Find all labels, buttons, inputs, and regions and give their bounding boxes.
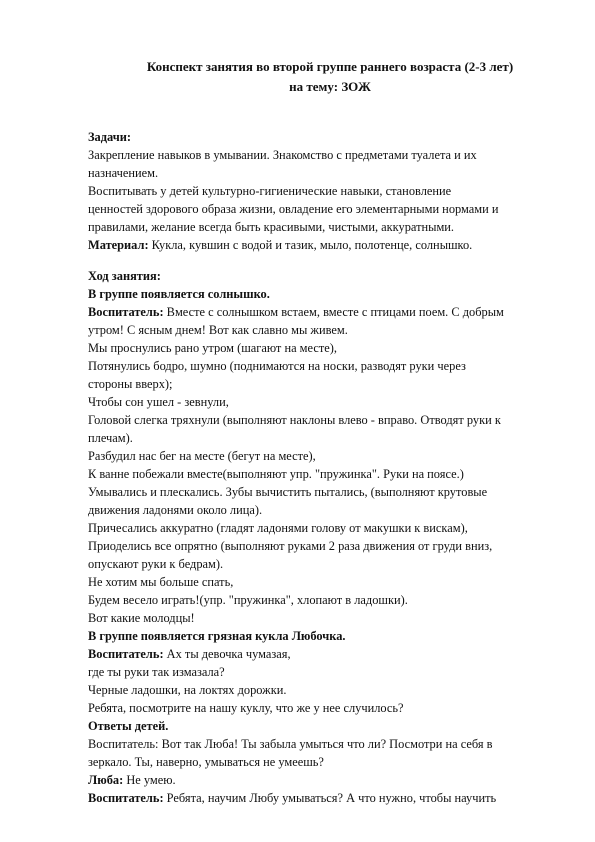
text-segment: стороны вверх); [88,377,173,391]
bold-text: Воспитатель: [88,305,164,319]
text-line [88,522,468,534]
text-line [88,612,195,624]
text-line [88,792,496,804]
text-line [88,648,291,660]
text-segment: Ребята, научим Любу умываться? А что нужно, чтобы научить [163,791,497,805]
text-line [88,203,498,215]
text-segment: К ванне побежали вместе(выполняют упр. "пружинка". Руки на поясе.) [88,467,464,481]
text-line [88,396,229,408]
bold-text: Материал: [88,238,149,252]
text-segment: назначением. [88,166,159,180]
text-segment: Головой слегка тряхнули (выполняют наклоны влево - вправо. Отводят руки к [88,413,501,427]
text-line [88,414,501,426]
document-title-line-1: Конспект занятия во второй группе раннего возраста (2-3 лет) [146,59,514,74]
text-line [88,468,464,480]
text-segment: ценностей здорового образа жизни, овладение его элементарными нормами и [88,202,499,216]
bold-text: Ответы детей. [88,719,169,733]
text-line [88,774,176,786]
text-segment: правилами, желание всегда быть красивыми, чистыми, аккуратными. [88,220,455,234]
text-line [88,239,472,251]
text-line [88,360,466,372]
bold-text: В группе появляется солнышко. [88,287,270,301]
text-line [88,756,324,768]
text-line [88,221,454,233]
text-line [88,486,487,498]
document-title-line-2: на тему: ЗОЖ [289,79,371,94]
text-segment: зеркало. Ты, наверно, умываться не умеешь? [88,755,324,769]
text-line [88,324,348,336]
text-segment: Воспитывать у детей культурно-гигиенические навыки, становление [88,184,452,198]
text-line [88,432,133,444]
text-line [88,594,408,606]
text-segment: Ребята, посмотрите на нашу куклу, что же у нее случилось? [88,701,404,715]
text-line [88,270,161,282]
bold-text: Ход занятия: [88,269,161,283]
text-segment: Не хотим мы больше спать, [88,575,234,589]
bold-text: Воспитатель: [88,791,164,805]
text-segment: Ах ты девочка чумазая, [163,647,291,661]
text-segment: Вот какие молодцы! [88,611,195,625]
bold-text: Задачи: [88,130,131,144]
text-segment: Черные ладошки, на локтях дорожки. [88,683,287,697]
text-line [88,149,477,161]
text-line [88,540,492,552]
text-line [88,131,131,143]
bold-text: В группе появляется грязная кукла Любочка. [88,629,346,643]
text-segment: движения ладонями около лица). [88,503,263,517]
text-segment: Вместе с солнышком встаем, вместе с птицами поем. С добрым [163,305,504,319]
text-line [88,558,223,570]
text-segment: Умывались и плескались. Зубы вычистить пытались, (выполняют крутовые [88,485,488,499]
bold-text: Воспитатель: [88,647,164,661]
text-segment: Воспитатель: Вот так Люба! Ты забыла умыться что ли? Посмотри на себя в [88,737,493,751]
text-line [88,167,158,179]
text-line [88,378,172,390]
text-segment: где ты руки так измазала? [88,665,225,679]
bold-text: Люба: [88,773,124,787]
text-line [88,450,316,462]
text-segment: Приоделись все опрятно (выполняют руками 2 раза движения от груди вниз, [88,539,493,553]
text-line [88,576,233,588]
text-segment: Потянулись бодро, шумно (поднимаются на носки, разводят руки через [88,359,466,373]
text-segment: Чтобы сон ушел - зевнули, [88,395,229,409]
text-line [88,185,451,197]
text-segment: Кукла, кувшин с водой и тазик, мыло, полотенце, солнышко. [148,238,473,252]
text-line [88,720,168,732]
text-line [88,288,270,300]
text-segment: утром! С ясным днем! Вот как славно мы живем. [88,323,348,337]
text-line [88,306,504,318]
text-segment: Не умею. [123,773,176,787]
text-segment: плечам). [88,431,133,445]
text-segment: Будем весело играть!(упр. "пружинка", хлопают в ладошки). [88,593,408,607]
text-line [88,684,286,696]
text-segment: Закрепление навыков в умывании. Знакомство с предметами туалета и их [88,148,477,162]
text-line [88,702,404,714]
text-line [88,630,346,642]
text-segment: Мы проснулись рано утром (шагают на месте), [88,341,337,355]
text-line [88,342,337,354]
text-line [88,666,225,678]
text-line [88,738,493,750]
text-segment: Разбудил нас бег на месте (бегут на месте), [88,449,316,463]
text-line [88,504,262,516]
text-segment: опускают руки к бедрам). [88,557,224,571]
text-segment: Причесались аккуратно (гладят ладонями голову от макушки к вискам), [88,521,468,535]
